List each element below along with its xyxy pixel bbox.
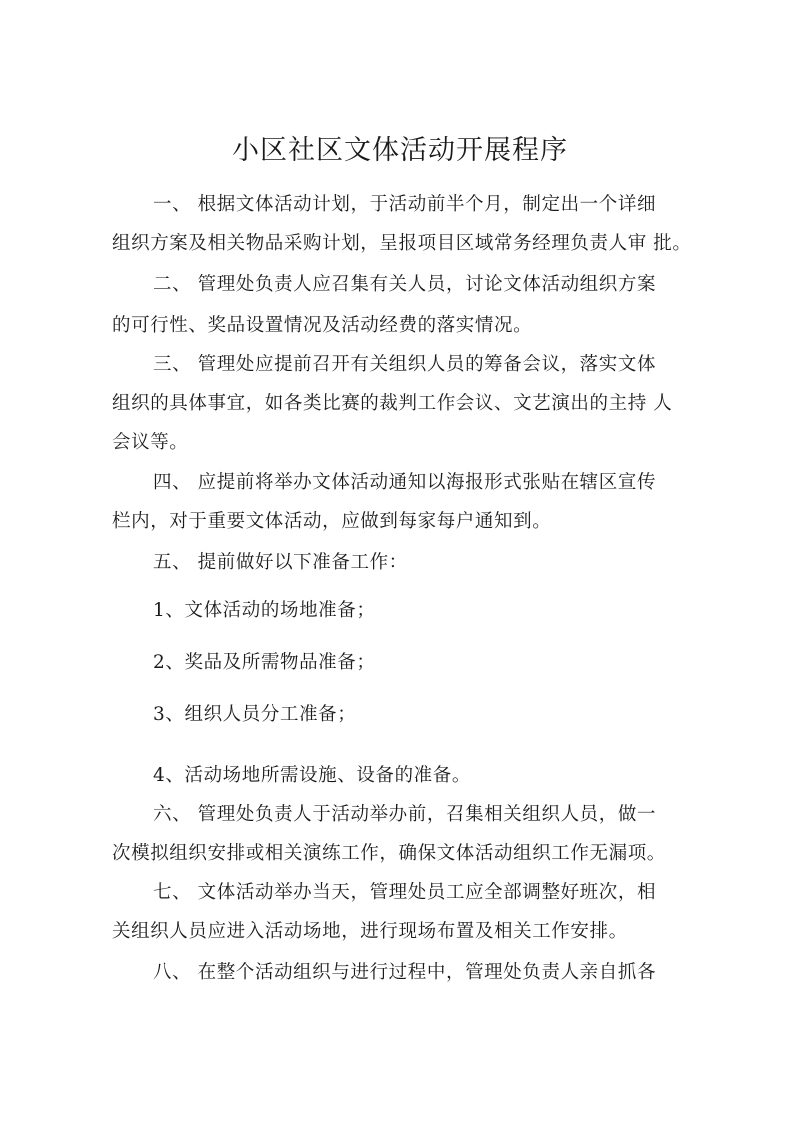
paragraph-3-line-1: 三、 管理处应提前召开有关组织人员的筹备会议，落实文体 (153, 354, 657, 375)
paragraph-7-line-1: 七、 文体活动举办当天，管理处员工应全部调整好班次，相 (153, 882, 657, 903)
paragraph-3-line-3: 会议等。 (112, 432, 189, 453)
list-item-1: 1、文体活动的场地准备； (153, 600, 376, 621)
paragraph-2-line-2: 的可行性、奖品设置情况及活动经费的落实情况。 (112, 315, 533, 336)
list-item-3: 3、组织人员分工准备； (153, 704, 357, 725)
paragraph-4-line-2: 栏内，对于重要文体活动，应做到每家每户通知到。 (112, 511, 552, 532)
paragraph-4-line-1: 四、 应提前将举办文体活动通知以海报形式张贴在辖区宣传 (153, 472, 657, 493)
paragraph-1-line-2: 组织方案及相关物品采购计划，呈报项目区域常务经理负责人审 批。 (112, 233, 692, 254)
paragraph-7-line-2: 关组织人员应进入活动场地，进行现场布置及相关工作安排。 (112, 921, 628, 942)
document-title: 小区社区文体活动开展程序 (232, 135, 568, 166)
paragraph-6-line-1: 六、 管理处负责人于活动举办前，召集相关组织人员，做一 (153, 804, 657, 825)
paragraph-3-line-2: 组织的具体事宜，如各类比赛的裁判工作会议、文艺演出的主持 人 (112, 393, 673, 414)
paragraph-1-line-1: 一、 根据文体活动计划，于活动前半个月，制定出一个详细 (153, 194, 657, 215)
paragraph-2-line-1: 二、 管理处负责人应召集有关人员，讨论文体活动组织方案 (153, 274, 657, 295)
paragraph-5-line-1: 五、 提前做好以下准备工作： (153, 552, 408, 573)
paragraph-6-line-2: 次模拟组织安排或相关演练工作，确保文体活动组织工作无漏项。 (112, 843, 666, 864)
paragraph-8-line-1: 八、 在整个活动组织与进行过程中，管理处负责人亲自抓各 (153, 962, 657, 983)
list-item-2: 2、奖品及所需物品准备； (153, 652, 376, 673)
list-item-4: 4、活动场地所需设施、设备的准备。 (153, 765, 471, 786)
